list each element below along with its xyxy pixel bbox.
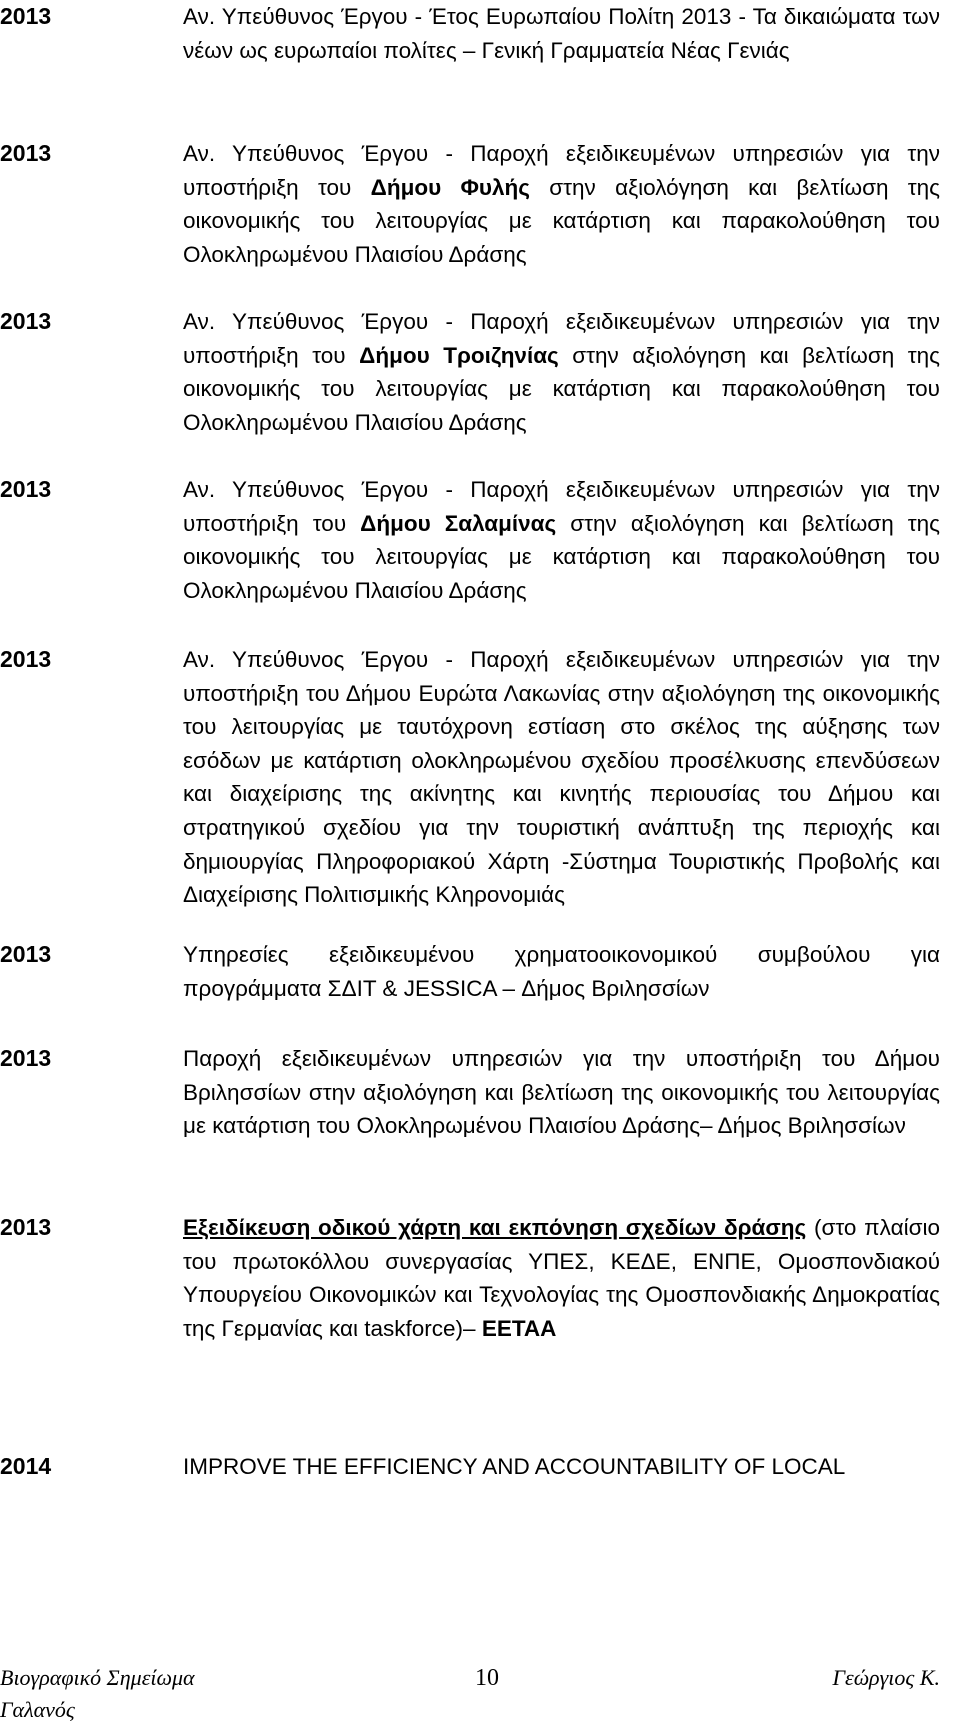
entry-year: 2013 — [0, 476, 52, 502]
entry-text: Παροχή εξειδικευμένων υπηρεσιών για την υποστήριξη του Δήμου Βριλησσίων στην αξιολόγηση και βελτίωση της οικονομικής του λειτουργίας με κατάρτιση του Ολοκληρωμένου Πλαισίου Δράσης– Δήμος Βριλησσίων — [183, 1046, 940, 1139]
entry-text: Υπηρεσίες εξειδικευμένου χρηματοοικονομικού συμβούλου για προγράμματα ΣΔΙΤ & JESSICA – Δήμος Βριλησσίων — [183, 942, 940, 1001]
entry-text: στην αξιολόγηση και βελτίωση της οικονομικής του λειτουργίας με κατάρτιση και παρακολούθηση του Ολοκληρωμένου Πλαισίου Δράσης — [183, 342, 940, 435]
entry-text: Αν. Υπεύθυνος Έργου - Έτος Ευρωπαίου Πολίτη 2013 - Τα δικαιώματα των νέων ως ευρωπαίοι πολίτες – Γενική Γραμματεία Νέας Γενιάς — [183, 4, 940, 63]
footer-title: Βιογραφικό Σημείωμα — [0, 1665, 195, 1690]
footer-surname: Γαλανός — [0, 1697, 75, 1722]
entry-year: 2014 — [0, 1453, 52, 1479]
entry-highlight: Δήμου Τροιζηνίας — [359, 342, 559, 368]
entry-year: 2013 — [0, 3, 52, 29]
entry-text: Αν. Υπεύθυνος Έργου - Παροχή εξειδικευμένων υπηρεσιών για την υποστήριξη του — [183, 309, 940, 368]
page-number: 10 — [475, 1665, 499, 1691]
entry-highlight: ΕΕΤΑΑ — [481, 1315, 557, 1341]
entry-year: 2013 — [0, 1045, 52, 1071]
footer-left — [0, 1662, 260, 1726]
entry-description — [183, 473, 940, 607]
footer-right: Γεώργιος Κ. — [832, 1665, 940, 1690]
entry-year: 2013 — [0, 1214, 52, 1240]
entry-year: 2013 — [0, 308, 52, 334]
entry-year: 2013 — [0, 140, 52, 166]
entry-description — [183, 1450, 940, 1484]
entry-description — [183, 643, 940, 912]
entry-text: Αν. Υπεύθυνος Έργου - Παροχή εξειδικευμένων υπηρεσιών για την υποστήριξη του — [183, 477, 940, 536]
entry-text: Αν. Υπεύθυνος Έργου - Παροχή εξειδικευμένων υπηρεσιών για την υποστήριξη του — [183, 141, 940, 200]
entry-text: (στο πλαίσιο του πρωτοκόλλου συνεργασίας ΥΠΕΣ, ΚΕΔΕ, ΕΝΠΕ, Ομοσπονδιακού Υπουργείου Οικονομικών και Τεχνολογίας της Ομοσπονδιακής Δημοκρατίας της Γερμανίας και taskforce)– — [183, 1215, 940, 1341]
entry-description — [183, 137, 940, 271]
entry-description — [183, 938, 940, 1005]
entry-year: 2013 — [0, 941, 52, 967]
entry-description — [183, 1042, 940, 1143]
entry-highlight: Δήμου Φυλής — [370, 174, 530, 200]
entry-text: Αν. Υπεύθυνος Έργου - Παροχή εξειδικευμένων υπηρεσιών για την υποστήριξη του Δήμου Ευρώτα Λακωνίας στην αξιολόγηση της οικονομικής του λειτουργίας με ταυτόχρονη εστίαση στο σκέλος της αύξησης των εσόδων με κατάρτιση ολοκληρωμένου σχεδίου προσέλκυσης επενδύσεων και διαχείρισης της ακίνητης και κινητής περιουσίας του Δήμου και στρατηγικού σχεδίου για την τουριστική ανάπτυξη της περιοχής και δημιουργίας Πληροφοριακού Χάρτη -Σύστημα Τουριστικής Προβολής και Διαχείρισης Πολιτισμικής Κληρονομιάς — [183, 647, 940, 908]
entry-description — [183, 305, 940, 439]
entry-description — [183, 0, 940, 67]
entry-text: στην αξιολόγηση και βελτίωση της οικονομικής του λειτουργίας με κατάρτιση και παρακολούθηση του Ολοκληρωμένου Πλαισίου Δράσης — [183, 510, 940, 603]
entry-text: IMPROVE THE EFFICIENCY AND ACCOUNTABILITY OF LOCAL — [183, 1454, 846, 1479]
entry-highlight: Εξειδίκευση οδικού χάρτη και εκπόνηση σχεδίων δράσης — [183, 1215, 807, 1240]
entry-description — [183, 1211, 940, 1345]
entry-year: 2013 — [0, 646, 52, 672]
entry-highlight: Δήμου Σαλαμίνας — [360, 510, 557, 536]
page-footer — [0, 1662, 940, 1725]
entry-text: στην αξιολόγηση και βελτίωση της οικονομικής του λειτουργίας με κατάρτιση και παρακολούθηση του Ολοκληρωμένου Πλαισίου Δράσης — [183, 174, 940, 267]
